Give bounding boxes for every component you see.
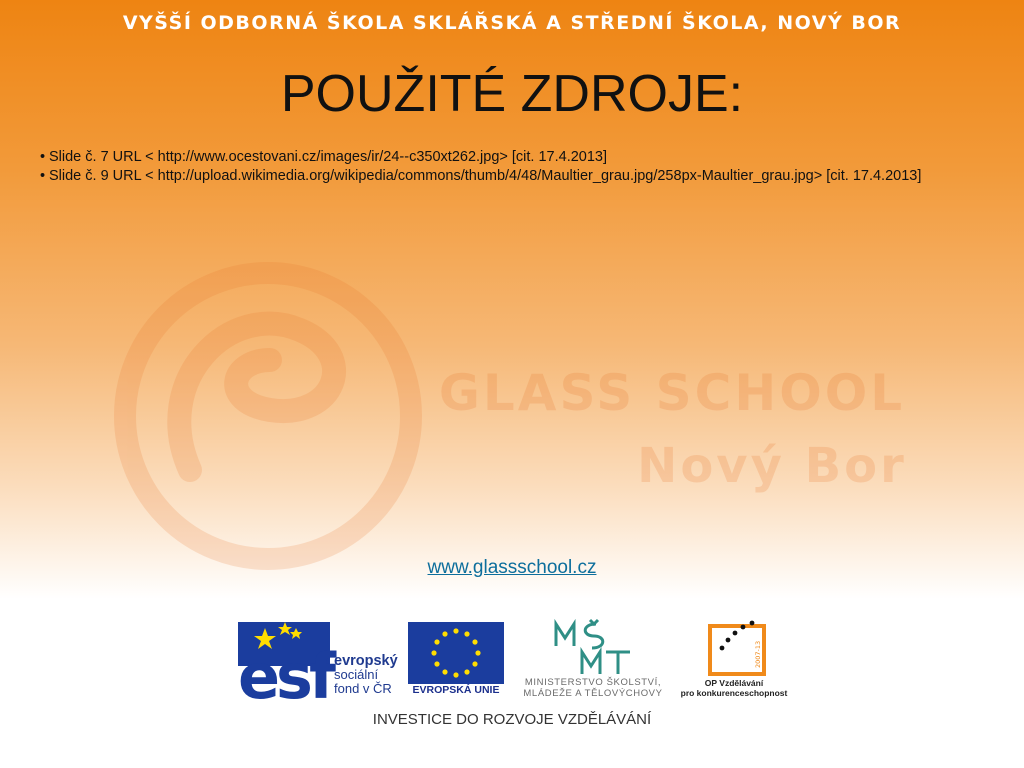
watermark-line2: Nový Bor — [637, 438, 907, 494]
esf-line1: evropský — [334, 653, 398, 669]
msmt-logo-icon — [556, 620, 630, 674]
op-caption — [678, 678, 790, 698]
reference-text: Slide č. 7 URL < http://www.ocestovani.cz/images/ir/24--c350xt262.jpg> [cit. 17.4.2013] — [49, 149, 608, 165]
msmt-line1: MINISTERSTVO ŠKOLSTVÍ, — [524, 677, 662, 688]
esf-line3: fond v ČR — [334, 681, 392, 696]
msmt-caption — [510, 677, 676, 699]
msmt-line2: MLÁDEŽE A TĚLOVÝCHOVY — [523, 688, 663, 699]
eu-caption: EVROPSKÁ UNIE — [412, 684, 500, 696]
bullet: • — [40, 149, 46, 165]
reference-text: Slide č. 9 URL < http://upload.wikimedia.org/wikipedia/commons/thumb/4/48/Maultier_grau.jpg/258px-Maultier_grau.jpg> [cit. 17.4.2013] — [49, 168, 922, 184]
eu-flag-icon — [408, 622, 504, 684]
svg-text:2007-13: 2007-13 — [754, 640, 762, 668]
op-line1: OP Vzdělávání — [704, 678, 764, 688]
svg-text:esf: esf — [238, 640, 332, 713]
op-line2: pro konkurenceschopnost — [680, 688, 788, 698]
esf-logo-icon — [238, 622, 337, 713]
bullet: • — [40, 168, 46, 184]
op-vzdelavani-logo-icon — [710, 621, 764, 674]
esf-caption — [334, 654, 398, 696]
page-title: POUŽITÉ ZDROJE: — [280, 65, 744, 123]
footer-investice: INVESTICE DO ROZVOJE VZDĚLÁVÁNÍ — [372, 711, 652, 728]
watermark-line1: GLASS SCHOOL — [438, 364, 906, 422]
esf-line2: sociální — [334, 667, 379, 682]
school-name-header: VYŠŠÍ ODBORNÁ ŠKOLA SKLÁŘSKÁ A STŘEDNÍ ŠKOLA, NOVÝ BOR — [122, 12, 902, 34]
website-link[interactable]: www.glassschool.cz — [427, 557, 597, 578]
